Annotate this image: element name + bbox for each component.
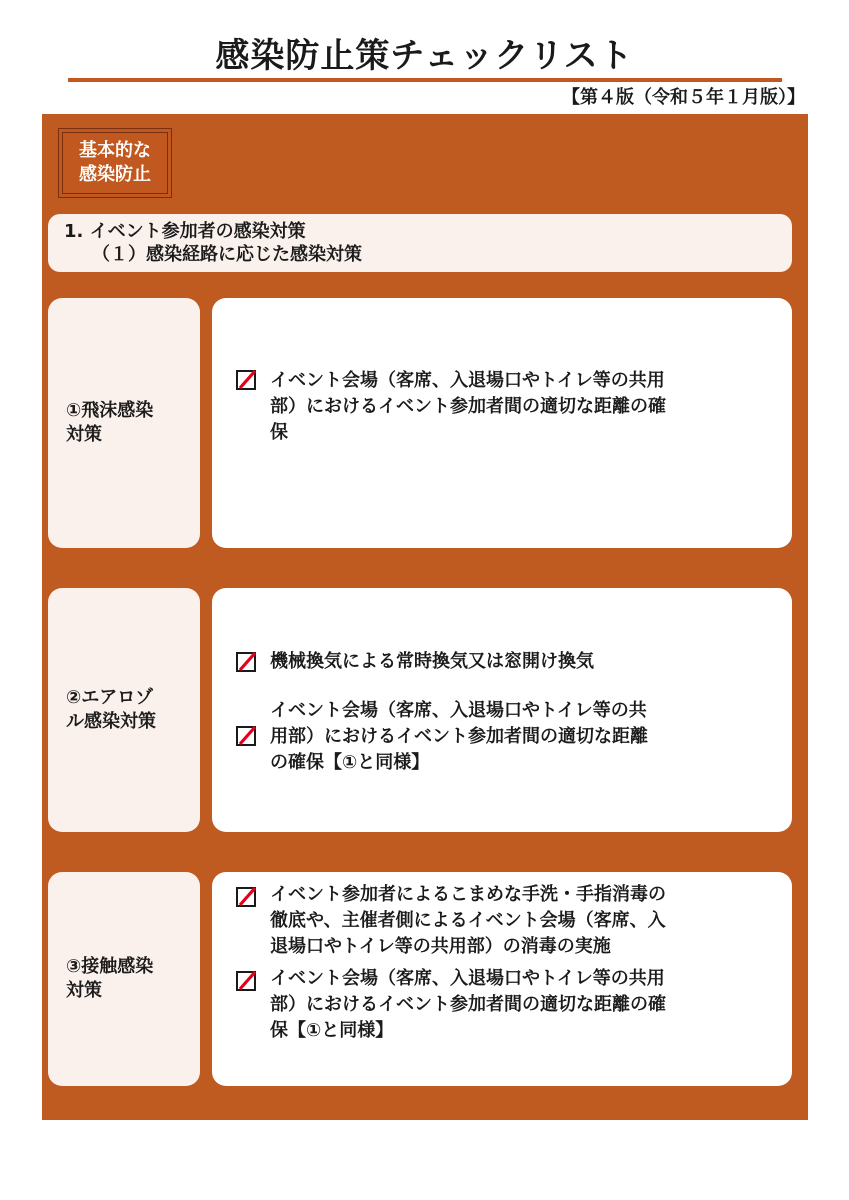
checklist-item-text: イベント会場（客席、入退場口やトイレ等の共用 部）におけるイベント参加者間の適切な距離の確 保 [270,370,666,443]
red-check-mark-icon [236,971,256,991]
row-content-droplet [212,298,792,548]
row-label-droplet: ①飛沫感染 対策 [48,298,200,548]
red-check-mark-icon [236,887,256,907]
checklist-item [236,966,666,1044]
red-check-mark-icon [236,370,256,390]
checklist-item-text: イベント会場（客席、入退場口やトイレ等の共用 部）におけるイベント参加者間の適切な距離の確 保【①と同様】 [270,968,666,1041]
red-check-mark-icon [236,652,256,672]
red-check-mark-icon [236,726,256,746]
checklist-item-text: イベント参加者によるこまめな手洗・手指消毒の 徹底や、主催者側によるイベント会場（客席、入 退場口やトイレ等の共用部）の消毒の実施 [270,884,666,957]
edition-label: 【第４版（令和５年１月版）】 [562,87,805,108]
category-box [58,128,172,198]
page-title: 感染防止策チェックリスト [215,36,634,76]
category-label: 基本的な 感染防止 [79,140,151,185]
checkbox-checked[interactable] [236,370,256,390]
checklist-item-text: 機械換気による常時換気又は窓開け換気 [270,651,594,672]
checklist-item [236,882,666,960]
checklist-item-text: イベント会場（客席、入退場口やトイレ等の共 用部）におけるイベント参加者間の適切な距離 の確保【①と同様】 [270,700,648,773]
section-subheading: （１）感染経路に応じた感染対策 [92,244,362,265]
checkbox-checked[interactable] [236,887,256,907]
checkbox-checked[interactable] [236,726,256,746]
title-underline [68,78,782,82]
section-header [48,214,792,272]
checkbox-checked[interactable] [236,971,256,991]
row-content-contact [212,872,792,1086]
section-heading: 1. イベント参加者の感染対策 [64,221,306,242]
row-label-aerosol: ②エアロゾ ル感染対策 [48,588,200,832]
checkbox-checked[interactable] [236,652,256,672]
checklist-item [236,370,666,446]
row-content-aerosol [212,588,792,832]
checklist-item [236,698,648,776]
checklist-item [236,652,594,675]
checklist-panel [42,114,808,1120]
row-label-contact: ③接触感染 対策 [48,872,200,1086]
